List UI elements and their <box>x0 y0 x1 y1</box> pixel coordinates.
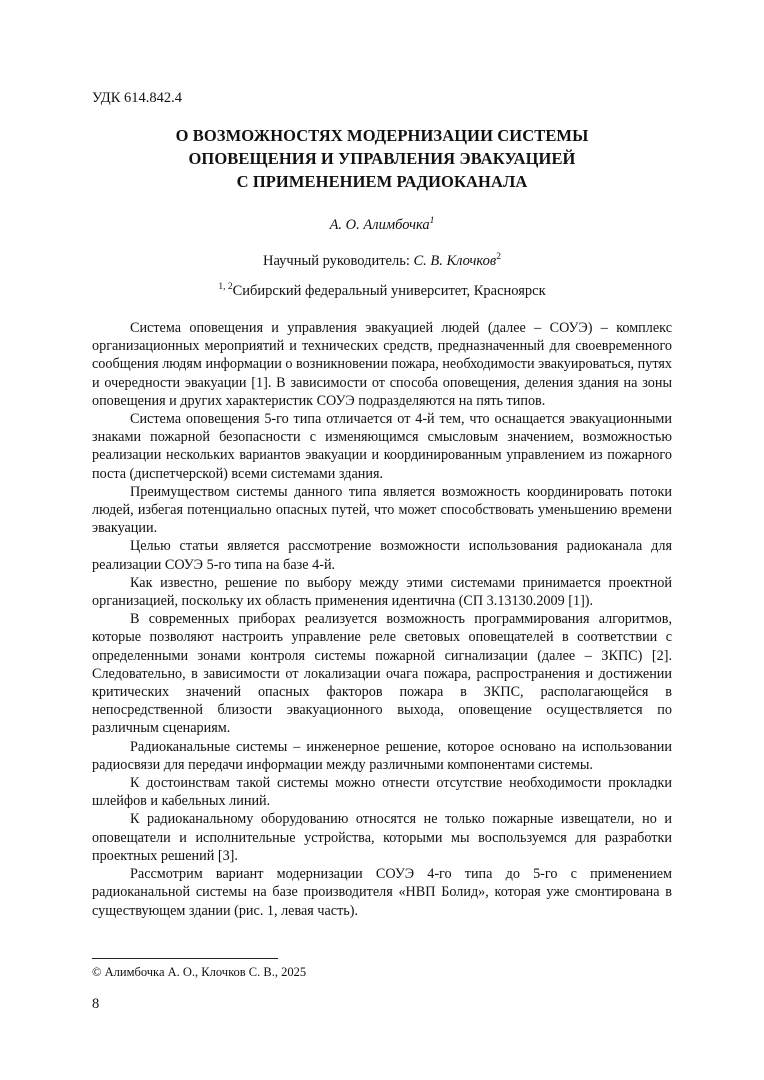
footnote-divider <box>92 958 278 959</box>
title-line: ОПОВЕЩЕНИЯ И УПРАВЛЕНИЯ ЭВАКУАЦИЕЙ <box>188 149 576 168</box>
body-paragraph: Преимуществом системы данного типа является возможность координировать потоки людей, избегая потенциально опасных путей, что может способствовать уменьшению времени эвакуации. <box>92 483 672 537</box>
affiliation-line <box>92 281 672 301</box>
author-line <box>92 215 672 235</box>
supervisor-name: С. В. Клочков <box>413 253 497 269</box>
author-name: А. О. Алимбочка <box>329 217 430 233</box>
affiliation-text: Сибирский федеральный университет, Красноярск <box>232 283 546 299</box>
body-paragraph: Как известно, решение по выбору между этими системами принимается проектной организацией, поскольку их область применения идентична (СП 3.13130.2009 [1]). <box>92 574 672 610</box>
supervisor-superscript: 2 <box>496 252 501 263</box>
body-paragraph: Целью статьи является рассмотрение возможности использования радиоканала для реализации СОУЭ 5-го типа на базе 4-й. <box>92 538 672 573</box>
body-paragraph: К радиоканальному оборудованию относятся не только пожарные извещатели, но и оповещатели и исполнительные устройства, которыми мы воспользуемся для разработки проектных решений [3]. <box>92 811 672 864</box>
body-paragraph: Система оповещения 5-го типа отличается от 4-й тем, что оснащается эвакуационными знаками пожарной безопасности с изменяющимся смысловым значением, возможностью реализации нескольких вариантов эвакуации и координированным управлением из пожарного поста (диспетчерской) всеми системами здания. <box>92 411 672 482</box>
body-paragraph: К достоинствам такой системы можно отнести отсутствие необходимости прокладки шлейфов и кабельных линий. <box>92 775 672 810</box>
article-page <box>92 88 672 920</box>
body-paragraph: Система оповещения и управления эвакуацией людей (далее – СОУЭ) – комплекс организационных мероприятий и технических средств, предназначенный для своевременного сообщения людям информации о возникновении пожара, необходимости эвакуироваться, путях и очередности эвакуации [1]. В зависимости от способа оповещения, деления здания на зоны оповещения и других характеристик СОУЭ подразделяются на пять типов. <box>92 320 672 409</box>
udk-code: УДК 614.842.4 <box>92 90 182 106</box>
page-number: 8 <box>92 996 100 1012</box>
article-title <box>92 124 672 193</box>
article-body <box>92 319 672 920</box>
affiliation-superscript: 1, 2 <box>218 282 233 293</box>
supervisor-line <box>92 251 672 271</box>
title-line: С ПРИМЕНЕНИЕМ РАДИОКАНАЛА <box>236 172 528 191</box>
body-paragraph: Рассмотрим вариант модернизации СОУЭ 4-го типа до 5-го с применением радиоканальной системы на базе производителя «НВП Болид», которая уже смонтирована в существующем здании (рис. 1, левая часть). <box>92 866 672 919</box>
author-superscript: 1 <box>429 216 435 227</box>
title-line: О ВОЗМОЖНОСТЯХ МОДЕРНИЗАЦИИ СИСТЕМЫ <box>175 126 589 145</box>
body-paragraph: Радиоканальные системы – инженерное решение, которое основано на использовании радиосвязи для передачи информации между различными компонентами системы. <box>92 738 672 773</box>
body-paragraph: В современных приборах реализуется возможность программирования алгоритмов, которые позволяют настроить управление реле световых оповещателей в соответствии с определенными зонами контроля системы пожарной сигнализации (далее – ЗКПС) [2]. Следовательно, в зависимости от локализации очага пожара, распространения и достижении критических значений опасных факторов пожара в ЗКПС, располагающейся в непосредственной близости эвакуационного выхода, оповещение осуществляется по различным сценариям. <box>92 611 672 737</box>
supervisor-label: Научный руководитель: <box>263 253 414 269</box>
copyright-footnote: © Алимбочка А. О., Клочков С. В., 2025 <box>92 965 307 979</box>
